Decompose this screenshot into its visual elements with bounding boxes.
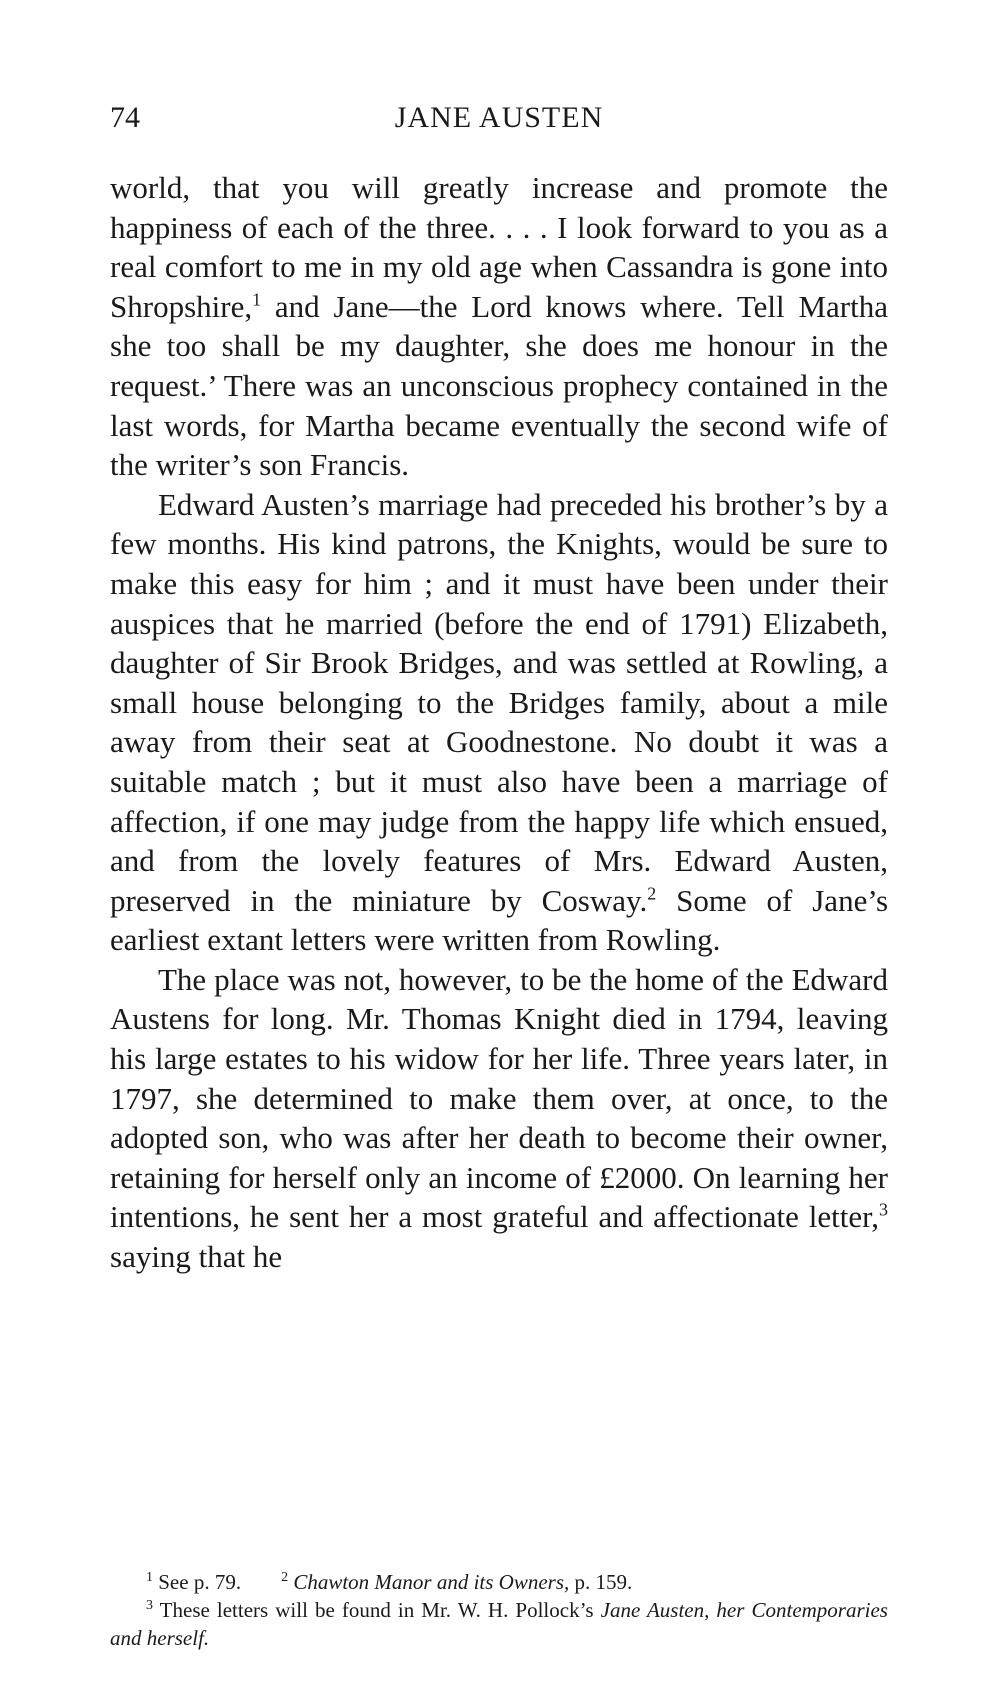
footnote-text: See p. 79.	[153, 1570, 242, 1594]
footnote-reference: 2	[647, 883, 657, 904]
paragraph-text: saying that he	[110, 1239, 283, 1275]
paragraph-text: Edward Austen’s marriage had preceded his brother’s by a few months. His kind patrons, the Knights, would be sure to make this easy for him ; and it must have been under their auspices that he married (before the end of 1791) Elizabeth, daughter of Sir Brook Bridges, and was settled at Rowling, a small house belonging to the Bridges family, about a mile away from their seat at Goodnestone. No doubt it was a suitable match ; but it must also have been a marriage of affection, if one may judge from the happy life which ensued, and from the lovely features of Mrs. Edward Austen, preserved in the miniature by Cosway.	[110, 486, 888, 918]
footnote-number: 1	[146, 1570, 153, 1585]
footnote-text: p. 159.	[569, 1570, 633, 1594]
footnote-number: 2	[281, 1570, 289, 1585]
footnote-title: Chawton Manor and its Owners,	[288, 1570, 570, 1594]
footnotes	[110, 1568, 888, 1652]
paragraph-text: The place was not, however, to be the home of the Edward Austens for long. Mr. Thomas Knight died in 1794, leaving his large estates to his widow for her life. Three years later, in 1797, she determined to make them over, at once, to the adopted son, who was after her death to become their owner, retaining for herself only an income of £2000. On learning her intentions, he sent her a most grateful and affectionate letter,	[110, 961, 888, 1235]
footnote-line	[110, 1596, 888, 1652]
paragraph	[110, 168, 888, 485]
paragraph	[110, 485, 888, 960]
running-title: JANE AUSTEN	[394, 101, 604, 134]
paragraph-text: world, that you will greatly increase and promote the happiness of each of the three. . . . I look forward to you as a real comfort to me in my old age when Cassandra is gone into Shropshire,	[110, 170, 888, 324]
footnote-reference: 1	[252, 289, 262, 310]
paragraph	[110, 960, 888, 1277]
footnote-line	[110, 1568, 888, 1596]
page-header	[110, 98, 888, 138]
page-number: 74	[110, 101, 140, 134]
footnote-number: 3	[146, 1598, 153, 1613]
footnote-reference: 3	[879, 1200, 888, 1221]
paragraph-text: Some of Jane’s earliest extant letters were written from Rowling.	[110, 882, 889, 958]
paragraph-text: and Jane—the Lord knows where. Tell Martha she too shall be my daughter, she does me honour in the request.’ There was an unconscious prophecy contained in the last words, for Martha became eventually the second wife of the writer’s son Francis.	[110, 288, 888, 483]
footnote-title: Jane Austen, her Contemporaries and herself.	[110, 1598, 888, 1650]
body-text	[110, 168, 888, 1277]
book-page	[110, 0, 888, 1692]
footnote-text: These letters will be found in Mr. W. H. Pollock’s	[153, 1598, 601, 1622]
